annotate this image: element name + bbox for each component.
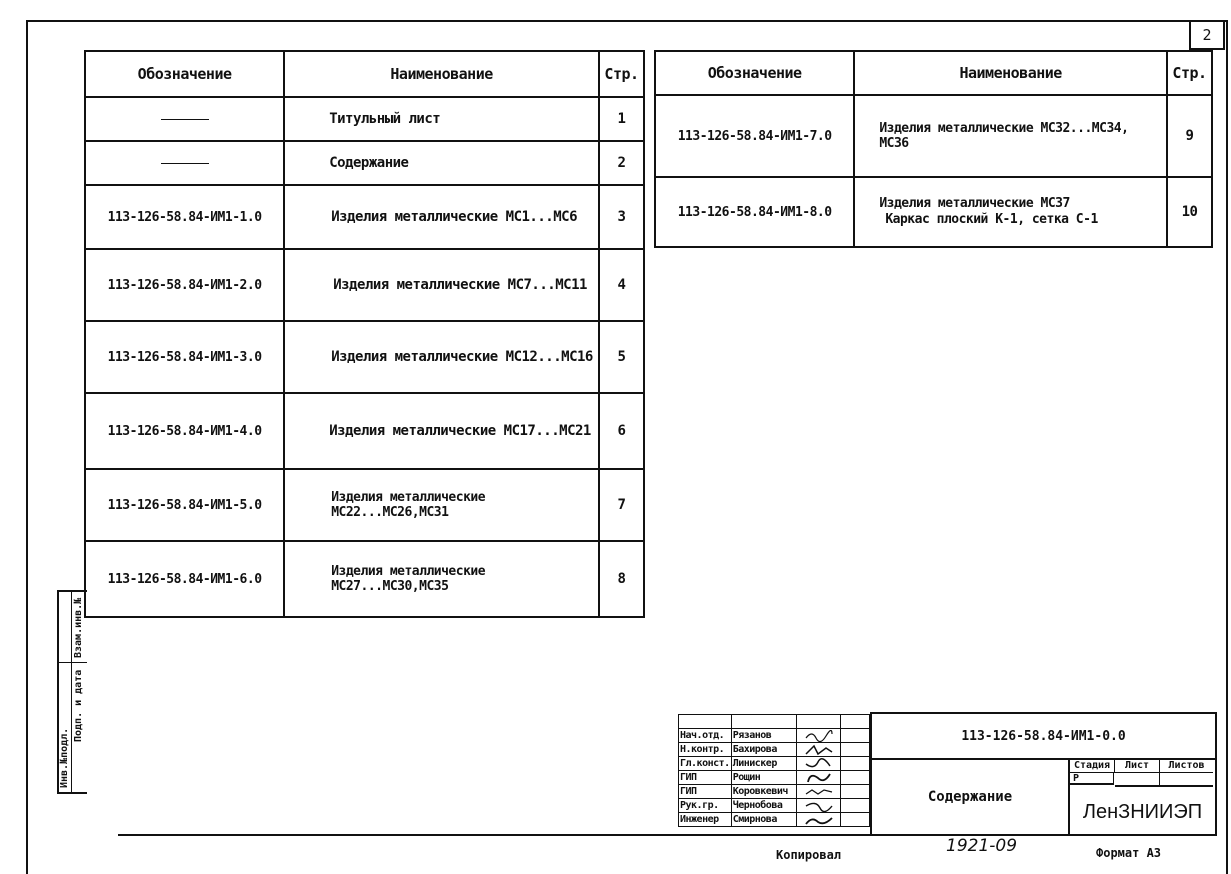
signature-row bbox=[679, 799, 870, 813]
sig-role: Нач.отд. bbox=[679, 729, 732, 743]
signature-scribble-icon bbox=[797, 729, 841, 743]
row-name: Изделия металлические МС12...МС16 bbox=[284, 321, 599, 393]
contents-table-right bbox=[654, 50, 1213, 248]
header-name: Наименование bbox=[284, 51, 599, 97]
row-ref: 113-126-58.84-ИМ1-6.0 bbox=[85, 541, 284, 617]
row-ref: 113-126-58.84-ИМ1-1.0 bbox=[85, 185, 284, 249]
signature-row bbox=[679, 743, 870, 757]
row-name: Изделия металлические МС27...МС30,МС35 bbox=[284, 541, 599, 617]
signature-scribble-icon bbox=[797, 757, 841, 771]
sheet-value bbox=[1115, 773, 1160, 787]
table-row bbox=[655, 95, 1212, 177]
table-row bbox=[85, 141, 644, 185]
row-name: Изделия металлические МС7...МС11 bbox=[284, 249, 599, 321]
table-row bbox=[85, 321, 644, 393]
table-row bbox=[85, 541, 644, 617]
table-row bbox=[85, 185, 644, 249]
signature-scribble-icon bbox=[797, 743, 841, 757]
sig-role: ГИП bbox=[679, 785, 732, 799]
signature-row bbox=[679, 771, 870, 785]
sig-name: Бахирова bbox=[731, 743, 797, 757]
table-row bbox=[655, 177, 1212, 247]
sig-name: Коровкевич bbox=[731, 785, 797, 799]
sig-name: Рощин bbox=[731, 771, 797, 785]
organization-name: ЛенЗНИИЭП bbox=[1082, 800, 1203, 823]
row-ref: 113-126-58.84-ИМ1-3.0 bbox=[85, 321, 284, 393]
copied-label: Копировал bbox=[776, 848, 842, 862]
row-page: 5 bbox=[599, 321, 644, 393]
row-page: 9 bbox=[1167, 95, 1212, 177]
table-row bbox=[85, 469, 644, 541]
format-label: Формат А3 bbox=[1096, 846, 1162, 860]
stamp-title: Содержание bbox=[872, 760, 1070, 834]
sig-role: Н.контр. bbox=[679, 743, 732, 757]
signature-row bbox=[679, 813, 870, 827]
row-ref: 113-126-58.84-ИМ1-8.0 bbox=[655, 177, 854, 247]
row-page: 7 bbox=[599, 469, 644, 541]
stage-label: Стадия bbox=[1070, 760, 1115, 773]
row-ref: 113-126-58.84-ИМ1-4.0 bbox=[85, 393, 284, 469]
header-name: Наименование bbox=[854, 51, 1167, 95]
header-designation: Обозначение bbox=[85, 51, 284, 97]
title-block bbox=[678, 712, 1213, 834]
row-ref: 113-126-58.84-ИМ1-5.0 bbox=[85, 469, 284, 541]
sig-name: Линискер bbox=[731, 757, 797, 771]
sig-name: Чернобова bbox=[731, 799, 797, 813]
row-name: Изделия металлические МС1...МС6 bbox=[284, 185, 599, 249]
signature-scribble-icon bbox=[797, 813, 841, 827]
signature-scribble-icon bbox=[797, 799, 841, 813]
sig-role: ГИП bbox=[679, 771, 732, 785]
row-page: 2 bbox=[599, 141, 644, 185]
header-designation: Обозначение bbox=[655, 51, 854, 95]
sig-name: Смирнова bbox=[731, 813, 797, 827]
row-dash bbox=[85, 97, 284, 141]
signature-row bbox=[679, 715, 870, 729]
row-ref: 113-126-58.84-ИМ1-7.0 bbox=[655, 95, 854, 177]
row-name-line2: Каркас плоский К-1, сетка С-1 bbox=[885, 212, 1098, 227]
row-name: Изделия металлические МС32...МС34, МС36 bbox=[854, 95, 1167, 177]
stamp-code: 113-126-58.84-ИМ1-0.0 bbox=[872, 714, 1215, 760]
sheets-label: Листов bbox=[1160, 760, 1213, 773]
side-label-sign-date: Подп. и дата bbox=[73, 669, 84, 742]
contents-table-left bbox=[84, 50, 645, 618]
sig-name: Рязанов bbox=[731, 729, 797, 743]
table-row bbox=[85, 249, 644, 321]
side-label-replace-inv: Взам.инв.№ bbox=[73, 597, 84, 658]
sheet-number: 2 bbox=[1189, 20, 1225, 50]
signature-row bbox=[679, 757, 870, 771]
row-page: 10 bbox=[1167, 177, 1212, 247]
stage-value: Р bbox=[1070, 773, 1114, 785]
side-label-inv-orig: Инв.№подл. bbox=[59, 727, 70, 788]
sheets-value bbox=[1160, 773, 1213, 787]
sig-role: Инженер bbox=[679, 813, 732, 827]
row-name: Изделия металлические МС17...МС21 bbox=[284, 393, 599, 469]
signature-scribble-icon bbox=[797, 785, 841, 799]
row-page: 6 bbox=[599, 393, 644, 469]
table-row bbox=[85, 393, 644, 469]
sig-role: Рук.гр. bbox=[679, 799, 732, 813]
signature-row bbox=[679, 785, 870, 799]
row-page: 3 bbox=[599, 185, 644, 249]
row-name: Изделия металлические МС22...МС26,МС31 bbox=[284, 469, 599, 541]
row-page: 1 bbox=[599, 97, 644, 141]
row-page: 8 bbox=[599, 541, 644, 617]
signature-row bbox=[679, 729, 870, 743]
header-page: Стр. bbox=[599, 51, 644, 97]
row-dash bbox=[85, 141, 284, 185]
row-name-line1: Изделия металлические МС37 bbox=[879, 196, 1070, 211]
row-name bbox=[854, 177, 1167, 247]
handwritten-number: 1921-09 bbox=[946, 836, 1018, 856]
header-page: Стр. bbox=[1167, 51, 1212, 95]
sig-role: Гл.конст. bbox=[680, 758, 730, 769]
table-row bbox=[85, 97, 644, 141]
row-ref: 113-126-58.84-ИМ1-2.0 bbox=[85, 249, 284, 321]
row-name: Содержание bbox=[284, 141, 599, 185]
stamp-main bbox=[870, 712, 1217, 836]
row-name: Титульный лист bbox=[284, 97, 599, 141]
signature-table bbox=[678, 714, 870, 827]
stamp-stage-block bbox=[1070, 760, 1215, 786]
row-page: 4 bbox=[599, 249, 644, 321]
sheet-label: Лист bbox=[1115, 760, 1160, 773]
side-strip bbox=[57, 590, 87, 794]
signature-scribble-icon bbox=[797, 771, 841, 785]
